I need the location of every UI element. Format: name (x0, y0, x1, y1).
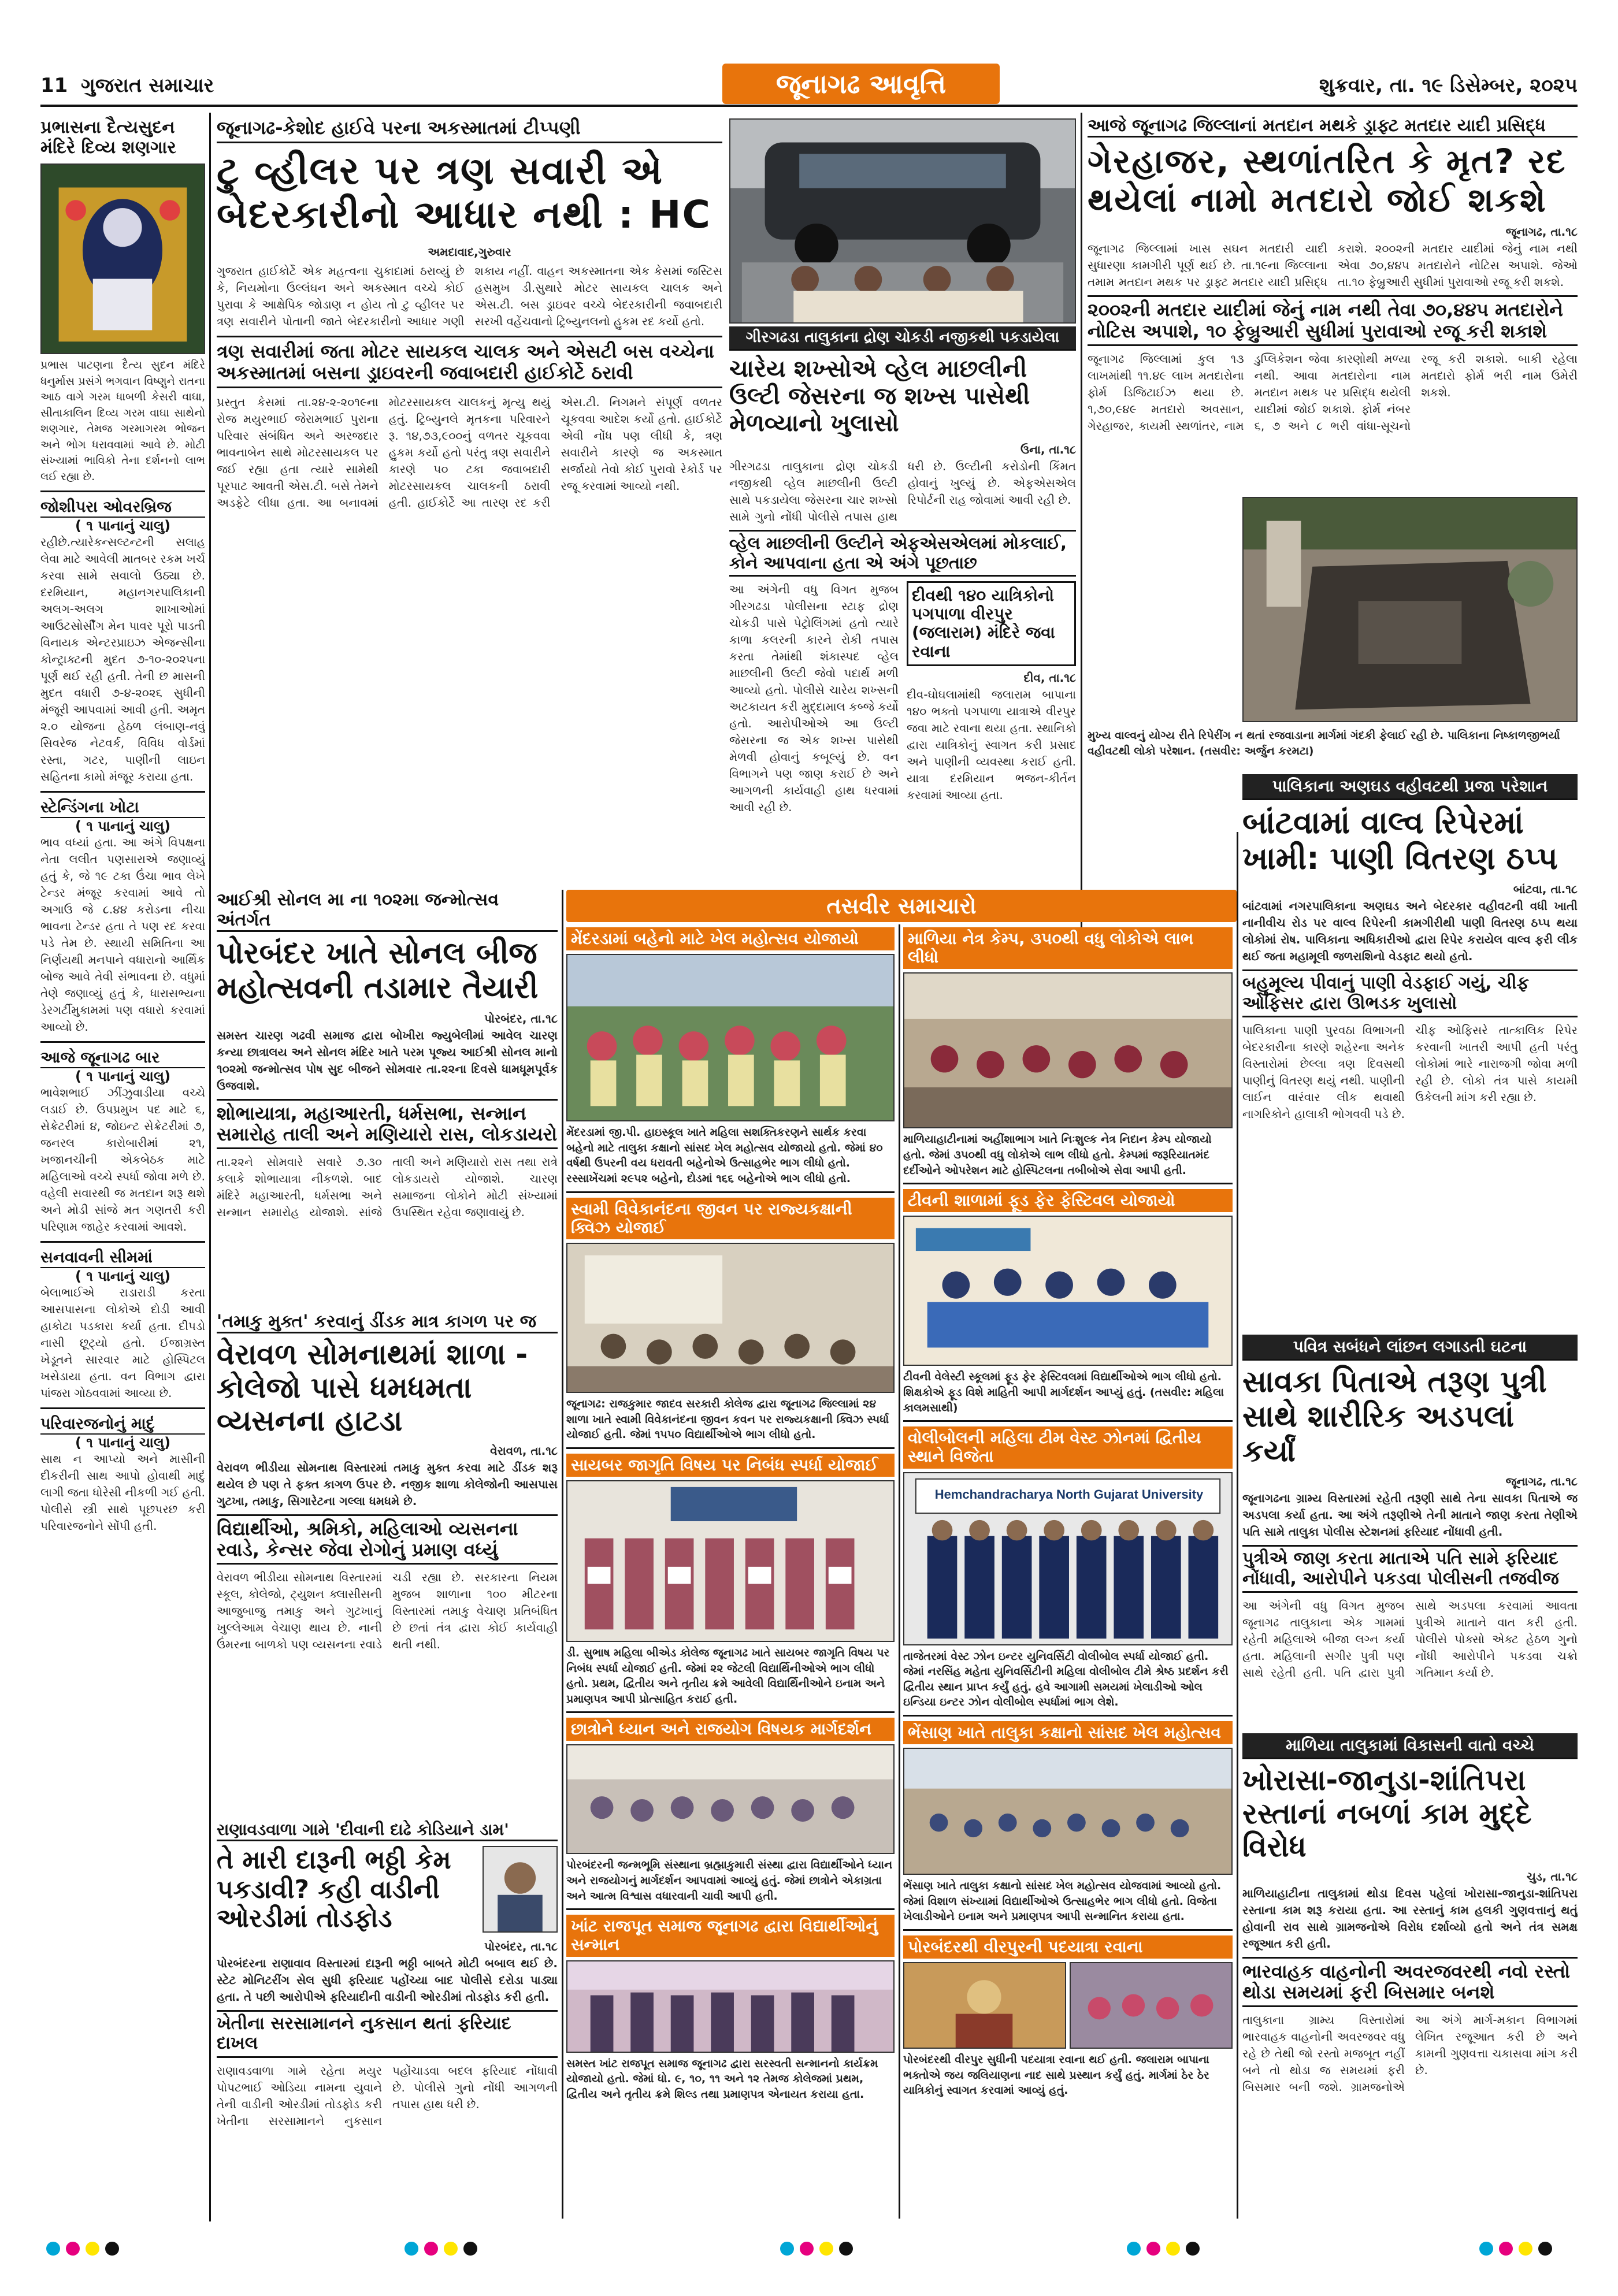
cyber-title: સાયબર જાગૃતિ વિષય પર નિબંધ સ્પર્ધા યોજાઈ (566, 1454, 895, 1477)
registration-marks (780, 2242, 853, 2256)
padyatra-title: પોરબંદરથી વીરપુરની પદયાત્રા રવાના (903, 1935, 1233, 1959)
voters-body-1: જૂનાગઢ જિલ્લામાં ખાસ સઘન મતદારી યાદી સુધારણા કામગીરી પૂર્ણ થઈ છે. તા.૧૯ના જિલ્લાના તમામ મતદાન મથક પર ડ્રાફ્ટ મતદાર યાદી પ્રસિદ્ધ કરાશે. ૨૦૦૨ની મતદાર યાદીમાં જેનું નામ નથી એવા ૭૦,૪૪૫ મતદારોને નોટિસ અપાશે. જેઓ તા.૧૦ ફેબ્રુઆરી સુધીમાં પુરાવાઓ રજૂ કરી શકશે. (1088, 242, 1578, 289)
veraval-dateline: વેરાવળ, તા.૧૮ (490, 1443, 558, 1458)
bantwa-headline: બાંટવામાં વાલ્વ રિપેરમાં ખામી: પાણી વિતરણ ઠપ્પ (1242, 804, 1558, 877)
ranavav-kicker: રાણાવડવાળા ગામે 'દીવાની દાઢે કોડિયાને ડામ' (217, 1820, 558, 1841)
maliya-body-1: માળિયાહાટીના તાલુકામાં થોડા દિવસ પહેલાં ખોરાસા-જાનુડા-શાંતિપરા રસ્તાના કામ શરૂ કરાયા હતા. આ રસ્તાનું કામ હલકી ગુણવત્તાનું થતું હોવાની રાવ સાથે ગ્રામજનોએ વિરોધ દર્શાવ્યો હતો અને તંત્ર સમક્ષ રજૂઆત કરી હતી. (1242, 1886, 1578, 1951)
maliya-kicker: માળિયા તાલુકામાં વિકાસની વાતો વચ્ચે (1242, 1733, 1578, 1759)
registration-marks (46, 2242, 119, 2256)
voters-headline: ગેરહાજર, સ્થળાંતરિત કે મૃત? રદ થયેલાં નામો મતદારો જોઈ શકશે (1088, 142, 1567, 220)
bhesan-sports-photo (903, 1748, 1233, 1875)
deity-photo (40, 164, 205, 354)
porbandar-body-2: તા.૨૨ને સોમવારે સવારે ૭.૩૦ કલાકે શોભાયાત્રા નીકળશે. બાદ મંદિરે મહાઆરતી, ધર્મસભા અને સન્માન સમારોહ યોજાશે. સાંજે તાલી અને મણિયારો રાસ તથા રાત્રે લોકડાયરો યોજાશે. ચારણ સમાજના લોકોને મોટી સંખ્યામાં ઉપસ્થિત રહેવા જણાવાયું છે. (217, 1155, 558, 1220)
volley-title: વોલીબોલની મહિલા ટીમ વેસ્ટ ઝોનમાં દ્વિતીય સ્થાને વિજેતા (903, 1426, 1233, 1468)
veraval-kicker: 'તમાકુ મુક્ત' કરવાનું ડીંડક માત્ર કાગળ પર જ (217, 1312, 558, 1333)
kheil-caption: મેંદરડામાં જી.પી. હાઇસ્કૂલ ખાતે મહિલા સશક્તિકરણને સાર્થક કરવા બહેનો માટે તાલુકા કક્ષાનો સાંસદ ખેલ મહોત્સવ યોજાયો હતો. જેમાં ૪૦ વર્ષથી ઉપરની વય ધરાવતી બહેનોએ ઉત્સાહભેર ભાગ લીધો હતો. રસ્સાખેંચમાં ૨૯૫૨ બહેનો, દોડમાં ૧૬૬ બહેનોએ ભાગ લીધો હતો. (566, 1126, 883, 1185)
maliya-subhead: ભારવાહક વાહનોની અવરજવરથી નવો રસ્તો થોડા સમયમાં ફરી બિસમાર બનશે (1242, 1957, 1578, 2008)
padyatra-headline: દીવથી ૧૪૦ યાત્રિકોનો પગપાળા વીરપુર (જલારામ) મંદિરે જવા રવાના (907, 581, 1076, 666)
kheil-title: મેંદરડામાં બહેનો માટે ખેલ મહોત્સવ યોજાયો (566, 927, 895, 950)
dhyan-caption: પોરબંદરની જન્મભૂમિ સંસ્થાના બ્રહ્માકુમારી સંસ્થા દ્વારા વિદ્યાર્થીઓને ધ્યાન અને રાજયોગનું માર્ગદર્શન આપવામાં આવ્યું હતું. જેમાં છાત્રોને એકાગ્રતા અને આત્મ વિશ્વાસ વધારવાની ચાવી આપી હતી. (566, 1859, 893, 1903)
ranavav-body-1: પોરબંદરના રાણાવાવ વિસ્તારમાં દારૂની ભઠ્ઠી બાબતે મોટી બબાલ થઈ છે. સ્ટેટ મોનિટરીંગ સેલ સુધી ફરિયાદ પહોંચ્યા બાદ પોલીસે દરોડા પાડ્યા હતા. તે પછી આરોપીએ ફરિયાદીની વાડીની ઓરડીમાં તોડફોડ કરી હતી. (217, 1956, 558, 2004)
voters-kicker: આજે જૂનાગઢ જિલ્લાનાં મતદાન મથકે ડ્રાફ્ટ મતદાર યાદી પ્રસિદ્ધ (1088, 116, 1578, 138)
porbandar-body-1: સમસ્ત ચારણ ગઢવી સમાજ દ્વારા બોખીરા જ્યુબેલીમાં આવેલ ચારણ કન્યા છાત્રાલય અને સોનલ મંદિર ખાતે પરમ પૂજ્ય આઈશ્રી સોનલ માનો ૧૦૨મો જન્મોત્સવ પોષ સુદ બીજને સોમવાર તા.૨૨ના દિવસે ધામધૂમપૂર્વક ઉજવાશે. (217, 1028, 558, 1093)
registration-marks (1127, 2242, 1200, 2256)
whale-story (729, 326, 1076, 881)
food-caption: ટીવની વેલેસ્ટી સ્કૂલમાં ફૂડ ફેર ફેસ્ટિવલમાં વિદ્યાર્થીઓએ ભાગ લીધો હતો. શિક્ષકોએ ફૂડ વિશે માહિતી આપી માર્ગદર્શન આપ્યું હતું. (તસવીર: મહિલા કાલમસાથી) (903, 1370, 1224, 1414)
netra-caption: માળિયાહાટીનામાં અહીંશાભાગ ખાતે નિઃશુલ્ક નેત્ર નિદાન કેમ્પ યોજાયો હતો. જેમાં ૩૫૦થી વધુ લોકોએ લાભ લીધો હતો. કેમ્પમાં જરૂરિયાતમંદ દર્દીઓને ઓપરેશન માટે હોસ્પિટલના તબીબોએ સેવા આપી હતી. (903, 1133, 1212, 1177)
maliya-story (1242, 1733, 1578, 2219)
maliya-dateline: ચુડ, તા.૧૮ (1526, 1869, 1578, 1883)
meditation-photo (566, 1744, 895, 1854)
photo-news-left (566, 927, 895, 2219)
lead-headline: ટુ વ્હીલર પર ત્રણ સવારી એ બેદરકારીનો આધાર નથી : HC (217, 148, 711, 237)
felicitation-photo (566, 1960, 895, 2053)
veraval-body-1: વેરાવળ ભીડીયા સોમનાથ વિસ્તારમાં તમાકુ મુક્ત કરવા માટે ડીંડક શરૂ થયેલ છે પણ તે ફક્ત કાગળ ઉપર છે. નજીક શાળા કોલેજોની આસપાસ ગુટખા, તમાકુ, સિગારેટના ગલ્લા ધમધમે છે. (217, 1460, 558, 1508)
netra-title: માળિયા નેત્ર કેમ્પ, ૩૫૦થી વધુ લોકોએ લાભ લીધો (903, 927, 1233, 969)
cyber-caption: ડી. સુભાષ મહિલા બીએડ કોલેજ જૂનાગઢ ખાતે સાયબર જાગૃતિ વિષય પર નિબંધ સ્પર્ધા યોજાઈ હતી. જેમાં ૨૨ જેટલી વિદ્યાર્થિનીઓએ ભાગ લીધો હતો. પ્રથમ, દ્વિતીય અને તૃતીય ક્રમે આવેલી વિદ્યાર્થિનીઓને ઇનામ અને પ્રમાણપત્ર આપી પ્રોત્સાહિત કરાઈ હતી. (566, 1646, 890, 1706)
somnath-caption: પ્રભાસ પાટણના દૈત્ય સુદન મંદિરે ધનુર્માસ પ્રસંગે ભગવાન વિષ્ણુને રાતના આઠ વાગે ગરમ ધાબળી કેસરી વાઘા, સીતાકાલિન દિવ્ય ગરમ વાઘા સાથેનો શણગાર, તેમજ ગરમાગરમ ભોજન અને ભોગ ધરાવવામાં આવે છે. મોટી સંખ્યામાં ભાવિકો તેના દર્શનનો લાભ લઈ રહ્યા છે. (40, 359, 205, 483)
whale-subhead: વ્હેલ માછલીની ઉલ્ટીને એફએસએલમાં મોકલાઈ, કોને આપવાના હતા એ અંગે પૂછતાછ (729, 530, 1076, 577)
vivekanand-caption: જૂનાગઢ: રાજકુમાર જાદવ સરકારી કોલેજ દ્વારા જૂનાગઢ જિલ્લામાં ૨૪ શાળા ખાતે સ્વામી વિવેકાનંદના જીવન કવન પર રાજ્યકક્ષાની ક્વિઝ સ્પર્ધા યોજાઈ હતી. જેમાં ૧૫૫૦ વિદ્યાર્થીઓએ ભાગ લીધો હતો. (566, 1397, 889, 1441)
parivar-title: પરિવારજનોનું માદું (40, 1415, 205, 1435)
standing-title: સ્ટેન્ડિંગના ખોટા (40, 798, 205, 818)
whale-kicker: ગીરગઢડા તાલુકાના દ્રોણ ચોકડી નજીકથી પકડાયેલા (729, 326, 1076, 351)
seized-car-photo (729, 118, 1076, 324)
bantwa-body-1: બાંટવામાં નગરપાલિકાના અણઘડ અને બેદરકાર વહીવટની વધી ખાતી નાનીવીચ રોડ પર વાલ્વ રિપેરની કામગીરીથી પાણી વિતરણ ઠપ્પ થયા લોકોમાં રોષ. પાલિકાના અધિકારીઓ દ્વારા રિપેર કરાયેલ વાલ્વ ફરી લીક થઈ જતા મહામૂલી જળરાશિનો વેડફાટ થયો હતો. (1242, 899, 1578, 964)
lead-story (217, 116, 722, 884)
savka-body-1: જૂનાગઢના ગ્રામ્ય વિસ્તારમાં રહેતી તરૂણી સાથે તેના સાવકા પિતાએ જ અડપલા કર્યા હતા. આ અંગે તરૂણીએ તેની માતાને જાણ કરતા તેણીએ પતિ સામે તાલુકા પોલીસ સ્ટેશનમાં ફરિયાદ નોંધાવી હતી. (1242, 1491, 1578, 1539)
savka-headline: સાવકા પિતાએ તરૂણ પુત્રી સાથે શારીરિક અડપલાં કર્યાં (1242, 1365, 1547, 1469)
ranavav-headline: તે મારી દારૂની ભઠ્ઠી કેમ પકડાવી? કહી વાડીની ઓરડીમાં તોડફોડ (217, 1845, 451, 1934)
whale-headline: ચારેય શખ્સોએ વ્હેલ માછલીની ઉલ્ટી જેસરના જ શખ્સ પાસેથી મેળવ્યાનો ખુલાસો (729, 355, 1030, 437)
essay-contest-photo (566, 1480, 895, 1642)
padyatra-body: દીવ-ઘોઘલામાંથી જલારામ બાપાના ૧૪૦ ભક્તો પગપાળા યાત્રાએ વીરપુર જવા માટે રવાના થયા હતા. સ્થાનિકો દ્વારા યાત્રિકોનું સ્વાગત કરી પ્રસાદ અને પાણીની વ્યવસ્થા કરાઈ હતી. યાત્રા દરમિયાન ભજન-કીર્તન કરવામાં આવ્યા હતા. (907, 687, 1076, 802)
voters-subhead: ૨૦૦૨ની મતદાર યાદીમાં જેનું નામ નથી તેવા ૭૦,૪૪૫ મતદારોને નોટિસ અપાશે, ૧૦ ફેબ્રુઆરી સુધીમાં પુરાવાઓ રજૂ કરી શકાશે (1088, 295, 1578, 346)
porbandar-subhead: શોભાયાત્રા, મહાઆરતી, ધર્મસભા, સન્માન સમારોહ તાલી અને મણિયારો રાસ, લોકડાયરો (217, 1099, 558, 1150)
continued-label: ( ૧ પાનાનું ચાલુ) (75, 1435, 171, 1451)
food-fair-photo (903, 1216, 1233, 1366)
padyatra-photo-1 (903, 1962, 1066, 2049)
column-rule (1081, 113, 1082, 968)
continued-label: ( ૧ પાનાનું ચાલુ) (75, 518, 171, 534)
veraval-story (217, 1312, 558, 1814)
vivekanand-title: સ્વામી વિવેકાનંદના જીવન પર રાજ્યકક્ષાની ક્વિઝ યોજાઈ (566, 1198, 895, 1239)
padyatra-photo-2 (1070, 1962, 1233, 2049)
veraval-subhead: વિદ્યાર્થીઓ, શ્રમિકો, મહિલાઓ વ્યસનના રવાડે, કેન્સર જેવા રોગોનું પ્રમાણ વધ્યું (217, 1514, 558, 1565)
valve-caption-box (1088, 728, 1578, 770)
women-sports-photo (566, 954, 895, 1121)
paper-name: ગુજરાત સમાચાર (81, 74, 214, 97)
continued-label: ( ૧ પાનાનું ચાલુ) (75, 818, 171, 835)
ranavav-dateline: પોરબંદર, તા.૧૮ (484, 1939, 558, 1953)
food-title: ટીવની શાળામાં ફૂડ ફેર ફેસ્ટિવલ યોજાયો (903, 1189, 1233, 1212)
continued-label: ( ૧ પાનાનું ચાલુ) (75, 1268, 171, 1285)
joshipura-title: જોશીપરા ઓવરબ્રિજ (40, 498, 205, 518)
padyatra-photo-caption: પોરબંદરથી વીરપુર સુધીની પદયાત્રા રવાના થઈ હતી. જલારામ બાપાના ભક્તોએ જય જલિયાણના નાદ સાથે પ્રસ્થાન કર્યું હતું. માર્ગમાં ઠેર ઠેર યાત્રિકોનું સ્વાગત કરવામાં આવ્યું હતું. (903, 2053, 1209, 2097)
savka-subhead: પુત્રીએ જાણ કરતા માતાએ પતિ સામે ફરિયાદ નોંધાવી, આરોપીને પકડવા પોલીસની તજવીજ (1242, 1545, 1578, 1593)
bantwa-kicker: પાલિકાના અણઘડ વહીવટથી પ્રજા પરેશાન (1242, 774, 1578, 800)
quiz-photo (566, 1243, 895, 1393)
registration-marks (1479, 2242, 1552, 2256)
ranavav-body-2: રાણાવડવાળા ગામે રહેતા મયુર પોપટભાઈ ઓડિયા નામના યુવાને તેની વાડીની ઓરડીમાં તોડફોડ કરી ખેતીના સરસામાનને નુકસાન પહોંચાડવા બદલ ફરિયાદ નોંધાવી છે. પોલીસે ગુનો નોંધી આગળની તપાસ હાથ ધરી છે. (217, 2063, 558, 2128)
sanvavan-title: સનવાવની સીમમાં (40, 1249, 205, 1268)
maliya-headline: ખોરાસા-જાનુડા-શાંતિપરા રસ્તાનાં નબળાં કામ મુદ્દે વિરોધ (1242, 1763, 1532, 1863)
lead-body-1: ગુજરાત હાઈકોર્ટે એક મહત્વના ચુકાદામાં ઠરાવ્યું છે કે, નિયમોના ઉલ્લંઘન અને અકસ્માત વચ્ચે કોઈ પુરાવા કે આક્ષેપિક જોડાણ ન હોય તો ટુ વ્હીલર પર ત્રણ સવારીને પોતાની જાતે બેદરકારીનો આધાર ગણી શકાય નહીં. વાહન અકસ્માતના એક કેસમાં જસ્ટિસ હસમુખ ડી.સુથારે મોટર સાયકલ ચાલક અને એસ.ટી. બસ ડ્રાઇવર વચ્ચે બેદરકારીની જવાબદારી સરખી વહેંચવાનો ટ્રિબ્યુનલનો હુકમ રદ કર્યો હતો. (217, 263, 722, 328)
column-rule (1237, 832, 1238, 2219)
bantwa-body-2: પાલિકાના પાણી પુરવઠા વિભાગની બેદરકારીના કારણે શહેરના અનેક વિસ્તારોમાં છેલ્લા ત્રણ દિવસથી પાણીનું વિતરણ થયું નથી. પાણીની લાઈન વારંવાર લીક થવાથી નાગરિકોને હાલાકી ભોગવવી પડે છે. ચીફ ઓફિસરે તાત્કાલિક રિપેર કરવાની ખાતરી આપી હતી પરંતુ લોકોમાં ભારે નારાજગી જોવા મળી રહી છે. લોકો તંત્ર પાસે કાયમી ઉકેલની માંગ કરી રહ્યા છે. (1242, 1023, 1578, 1121)
volleyball-team-photo (903, 1472, 1233, 1645)
bantwa-dateline: બાંટવા, તા.૧૮ (1513, 882, 1578, 897)
khant-title: ખાંટ રાજપૂત સમાજ જૂનાગઢ દ્વારા વિદ્યાર્થીઓનું સન્માન (566, 1915, 895, 1956)
page-number: 11 (40, 74, 68, 97)
registration-marks (404, 2242, 477, 2256)
column-rule (209, 113, 211, 2221)
lead-kicker: જૂનાગઢ-કેશોદ હાઈવે પરના અકસ્માતમાં ટીપ્પણી (217, 116, 722, 143)
lead-body-2: પ્રસ્તુત કેસમાં તા.૨૪-૨-૨૦૧૯ના રોજ મયુરભાઈ જેરામભાઈ પુરાના પરિવાર સંબંધિત અને અરજદાર ભાવનાબેન સાથે મોટરસાયકલ પર જઈ રહ્યા હતા ત્યારે સામેથી પૂરપાટ આવતી એસ.ટી. બસે તેમને અડફેટે લીધા હતા. આ બનાવમાં મોટરસાયકલ ચાલકનું મૃત્યુ થયું હતું. ટ્રિબ્યુનલે મૃતકના પરિવારને રૂ. ૧૪,૭૩,૯૦૦નું વળતર ચૂકવવા હુકમ કર્યો હતો પરંતુ ત્રણ સવારીને કારણે ૫૦ ટકા જવાબદારી મોટરસાયકલ ચાલકની ઠરાવી હતી. હાઈકોર્ટે આ તારણ રદ કરી એસ.ટી. નિગમને સંપૂર્ણ વળતર ચૂકવવા આદેશ કર્યો હતો. હાઈકોર્ટે એવી નોંધ પણ લીધી કે, ત્રણ સવારીને કારણે જ અકસ્માત સર્જાયો તેવો કોઈ પુરાવો રેકોર્ડ પર રજૂ કરવામાં આવ્યો નથી. (217, 395, 722, 510)
ranavav-story (217, 1820, 558, 2219)
porbandar-headline: પોરબંદર ખાતે સોનલ બીજ મહોત્સવની તડામાર તૈયારી (217, 936, 539, 1005)
savka-story (1242, 1335, 1578, 1727)
bhesan-title: ભેંસાણ ખાતે તાલુકા કક્ષાનો સાંસદ ખેલ મહોત્સવ (903, 1721, 1233, 1744)
savka-body-2: આ અંગેની વધુ વિગત મુજબ જૂનાગઢ તાલુકાના એક ગામમાં રહેતી મહિલાએ બીજા લગ્ન કર્યા હતા. મહિલાની સગીર પુત્રી પણ સાથે રહેતી હતી. પતિ દ્વારા પુત્રી સાથે અડપલા કરવામાં આવતા પુત્રીએ માતાને વાત કરી હતી. પોલીસે પોક્સો એક્ટ હેઠળ ગુનો નોંધી આરોપીને પકડવા ચક્રો ગતિમાન કર્યા છે. (1242, 1599, 1578, 1680)
broken-valve-photo (1242, 497, 1578, 722)
porbandar-story (217, 890, 558, 1306)
lead-subhead: ત્રણ સવારીમાં જતા મોટર સાયકલ ચાલક અને એસટી બસ વચ્ચેના અકસ્માતમાં બસના ડ્રાઇવરની જવાબદારી હાઈકોર્ટે ઠરાવી (217, 336, 722, 389)
voters-body-2: જૂનાગઢ જિલ્લામાં કુલ ૧૩ લાખમાંથી ૧૧.૪૯ લાખ મતદારોના ફોર્મ ડિજિટાઈઝ થયા છે. ૧,૭૦,૯૪૯ મતદારો અવસાન, ગેરહાજર, કાયમી સ્થળાંતર, નામ ડુપ્લિકેશન જેવા કારણોથી મળ્યા નથી. આવા મતદારોના નામ મતદાન મથક પર પ્રસિદ્ધ થયેલી યાદીમાં જોઈ શકાશે. ફોર્મ નંબર ૬, ૭ અને ૮ ભરી વાંધા-સૂચનો રજૂ કરી શકાશે. બાકી રહેલા મતદારો ફોર્મ ભરી નામ ઉમેરી શકશે. (1088, 351, 1578, 433)
bantwa-subhead: બહુમૂલ્ય પીવાનું પાણી વેડફાઈ ગયું, ચીફ ઓફિસર દ્વારા ઊભડક ખુલાસો (1242, 969, 1578, 1017)
bantwa-story (1242, 774, 1578, 1329)
valve-photo-caption: મુખ્ય વાલ્વનું યોગ્ય રીતે રિપેરીંગ ન થતાં રજવાડાના માર્ગમાં ગંદકી ફેલાઈ રહી છે. પાલિકાના નિષ્કાળજીભર્યા વહીવટથી લોકો પરેશાન. (તસવીર: અર્જુન કરમટા) (1088, 729, 1560, 757)
bar-body: ભાવેશભાઈ ઝીંઝુવાડીયા વચ્ચે લડાઈ છે. ઉપપ્રમુખ પદ માટે ૬, સેક્રેટરીમાં ૪, જોઇન્ટ સેક્રેટરીમાં ૭, જનરલ કારોબારીમાં ૨૧, ખજાનચીની એકબેઠક માટે મહિલાઓ વચ્ચે સ્પર્ધા જોવા મળે છે. વહેલી સવારથી જ મતદાન શરૂ થશે અને મોડી સાંજે મત ગણતરી કરી પરિણામ જાહેર કરવામાં આવશે. (40, 1086, 205, 1234)
bhesan-caption: ભેંસાણ ખાતે તાલુકા કક્ષાનો સાંસદ ખેલ મહોત્સવ યોજવામાં આવ્યો હતો. જેમાં વિશાળ સંખ્યામાં વિદ્યાર્થીઓએ ઉત્સાહભેર ભાગ લીધો હતો. વિજેતા ખેલાડીઓને ઇનામ અને પ્રમાણપત્ર આપી સન્માનિત કરાયા હતા. (903, 1879, 1222, 1923)
photo-news-band: તસવીર સમાચારો (566, 890, 1237, 922)
photo-news-right (903, 927, 1233, 2219)
padyatra-dateline: દીવ, તા.૧૮ (1023, 670, 1076, 685)
dhyan-title: છાત્રોને ધ્યાન અને રાજયોગ વિષયક માર્ગદર્શન (566, 1718, 895, 1741)
savka-dateline: જૂનાગઢ, તા.૧૮ (1505, 1474, 1578, 1489)
whale-body-2: આ અંગેની વધુ વિગત મુજબ ગીરગઢડા પોલીસના સ્ટાફ દ્રોણ ચોકડી પાસે પેટ્રોલિંગમાં હતો ત્યારે કાળા કલરની કારને રોકી તપાસ કરતા તેમાંથી શંકાસ્પદ વ્હેલ માછલીની ઉલ્ટી જેવો પદાર્થ મળી આવ્યો હતો. પોલીસે ચારેય શખ્સની અટકાયત કરી મુદ્દામાલ કબ્જે કર્યો હતો. આરોપીઓએ આ ઉલ્ટી જેસરના જ એક શખ્સ પાસેથી મેળવી હોવાનું કબૂલ્યું છે. વન વિભાગને પણ જાણ કરાઈ છે અને આગળની કાર્યવાહી હાથ ધરવામાં આવી રહી છે. (729, 582, 899, 815)
ranavav-subhead: ખેતીના સરસામાનને નુકસાન થતાં ફરિયાદ દાખલ (217, 2010, 558, 2058)
parivar-body: સાથ ન આપ્યો અને માસીની દીકરીની સાથ આપો હોવાથી માદું લાગી જતા ધોરેસી નીકળી ગઈ હતી. પોલીસે સ્ત્રી સાથે પૂછપરછ કરી પરિવારજનોને સોંપી હતી. (40, 1452, 205, 1533)
porbandar-kicker: આઈશ્રી સોનલ મા ના ૧૦૨મા જન્મોત્સવ અંતર્ગત (217, 890, 558, 932)
standing-body: ભાવ વધ્યાં હતા. આ અંગે વિપક્ષના નેતા લલીત પણસારાએ જણાવ્યું હતું કે, જે ૧૯ ટકા ઉંચા ભાવ લેખે ટેન્ડર મંજૂર કરવામાં આવે તો અગાઉ જે ૮.૪૪ કરોડના નીચા ભાવના ટેન્ડર હતા તે પણ રદ કરવા પડે તેમ છે. સ્થાયી સમિતિના આ નિર્ણયથી મનપાને વધારાનો આર્થિક બોજ આવે તેવી સંભાવના છે. વધુમાં તેણે જણાવ્યું હતું કે, ધારાસભ્યના ડેરગર્ટીમુકામમાં પણ વધારો કરવામાં આવ્યો છે. (40, 835, 205, 1034)
whale-dateline: ઉના, તા.૧૮ (1020, 443, 1076, 457)
voters-dateline: જૂનાગઢ, તા.૧૮ (1505, 225, 1578, 239)
joshipura-body: રહીછે.ત્યારેકન્સલ્ટન્ટની સલાહ લેવા માટે આવેલી માતબર રકમ ખર્ચ કરવા સામે સવાલો ઉઠ્યા છે. દરમિયાન, મહાનગરપાલિકાની અલગ-અલગ શાખાઓમાં આઉટસોર્સીંગ મેન પાવર પૂરો પાડતી વિનાયક એન્ટરપ્રાઇઝ એજન્સીના કોન્ટ્રાક્ટની મુદત ૭-૧૦-૨૦૨૫ના પૂર્ણ થઈ રહી હતી. તેની છ માસની મુદત વધારી ૭-૪-૨૦૨૬ સુધીની મંજૂરી આપવામાં આવી હતી. અમૃત ૨.૦ યોજના હેઠળ લંબાણ-નવું સિવરેજ નેટવર્ક, વિવિધ વોર્ડમાં રસ્તા, ગટર, પાણીની લાઇન સહિતના કામો મંજૂર કરાયા હતા. (40, 535, 205, 784)
somnath-title: પ્રભાસના દૈત્યસુદન મંદિરે દિવ્ય શણગાર (40, 117, 176, 158)
bar-title: આજે જૂનાગઢ બાર (40, 1049, 205, 1068)
voters-story (1088, 116, 1578, 491)
masthead (40, 64, 1578, 107)
veraval-headline: વેરાવળ સોમનાથમાં શાળા - કોલેજો પાસે ધમધમતા વ્યસનના હાટડા (217, 1338, 528, 1437)
accused-photo (483, 1846, 558, 1933)
volley-caption: તાજેતરમાં વેસ્ટ ઝોન ઇન્ટર યુનિવર્સિટી વોલીબોલ સ્પર્ધા યોજાઈ હતી. જેમાં નરસિંહ મહેતા યુનિવર્સિટીની મહિલા વોલીબોલ ટીમે શ્રેષ્ઠ પ્રદર્શન કરી દ્વિતીય સ્થાન પ્રાપ્ત કર્યું હતું. હવે આગામી સમયમાં ખેલાડીઓ ઓલ ઇન્ડિયા ઇન્ટર ઝોન વોલીબોલ સ્પર્ધામાં ભાગ લેશે. (903, 1649, 1229, 1709)
savka-kicker: પવિત્ર સબંધને લાંછન લગાડતી ઘટના (1242, 1335, 1578, 1361)
porbandar-dateline: પોરબંદર, તા.૧૮ (484, 1011, 558, 1026)
left-column (40, 116, 205, 2219)
sanvavan-body: બેલાભાઈએ રાડારાડી કરતા આસપાસના લોકોએ દોડી આવી હાકોટા પડકારા કર્યા હતા. દીપડો નાસી છૂટ્યો હતો. ઈજાગ્રસ્ત ખેડૂતને સારવાર માટે હોસ્પિટલ ખસેડાયા હતા. વન વિભાગ દ્વારા પાંજરા ગોઠવવામાં આવ્યા છે. (40, 1286, 205, 1400)
eye-camp-photo (903, 972, 1233, 1128)
lead-dateline: અમદાવાદ,ગુરુવાર (428, 244, 511, 259)
khant-caption: સમસ્ત ખાંટ રાજપૂત સમાજ જૂનાગઢ દ્વારા સરસ્વતી સન્માનનો કાર્યક્રમ યોજાયો હતો. જેમાં ધો. ૯, ૧૦, ૧૧ અને ૧૨ તેમજ કોલેજમાં પ્રથમ, દ્વિતીય અને તૃતીય ક્રમે શિલ્ડ તથા પ્રમાણપત્ર એનાયત કરાયા હતા. (566, 2057, 878, 2101)
veraval-body-2: વેરાવળ ભીડીયા સોમનાથ વિસ્તારમાં સ્કૂલ, કોલેજો, ટ્યુશન ક્લાસીસની આજુબાજુ તમાકુ અને ગુટખાનું ખુલ્લેઆમ વેચાણ થાય છે. નાની ઉંમરના બાળકો પણ વ્યસનના રવાડે ચડી રહ્યા છે. સરકારના નિયમ મુજબ શાળાના ૧૦૦ મીટરના વિસ્તારમાં તમાકુ વેચાણ પ્રતિબંધિત છે છતાં તંત્ર દ્વારા કોઈ કાર્યવાહી થતી નથી. (217, 1570, 558, 1652)
whale-body-1: ગીરગઢડા તાલુકાના દ્રોણ ચોકડી નજીકથી વ્હેલ માછલીની ઉલ્ટી સાથે પકડાયેલા જેસરના ચાર શખ્સો સામે ગુનો નોંધી પોલીસે તપાસ હાથ ધરી છે. ઉલ્ટીની કરોડોની કિંમત હોવાનું ખુલ્યું છે. એફએસએલ રિપોર્ટની રાહ જોવામાં આવી રહી છે. (729, 459, 1076, 524)
continued-label: ( ૧ પાનાનું ચાલુ) (75, 1068, 171, 1085)
issue-date: શુક્રવાર, તા. ૧૯ ડિસેમ્બર, ૨૦૨૫ (1319, 74, 1578, 97)
university-banner-text: Hemchandracharya North Gujarat University (934, 1487, 1204, 1502)
maliya-body-2: તાલુકાના ગ્રામ્ય વિસ્તારોમાં ભારવાહક વાહનોની અવરજવર વધુ રહે છે તેથી જો રસ્તો મજબૂત નહીં બને તો થોડા જ સમયમાં ફરી બિસમાર બની જશે. ગ્રામજનોએ આ અંગે માર્ગ-મકાન વિભાગમાં લેખિત રજૂઆત કરી છે અને કામની ગુણવત્તા ચકાસવા માંગ કરી છે. (1242, 2013, 1578, 2094)
edition-banner: જૂનાગઢ આવૃત્તિ (722, 64, 1000, 104)
